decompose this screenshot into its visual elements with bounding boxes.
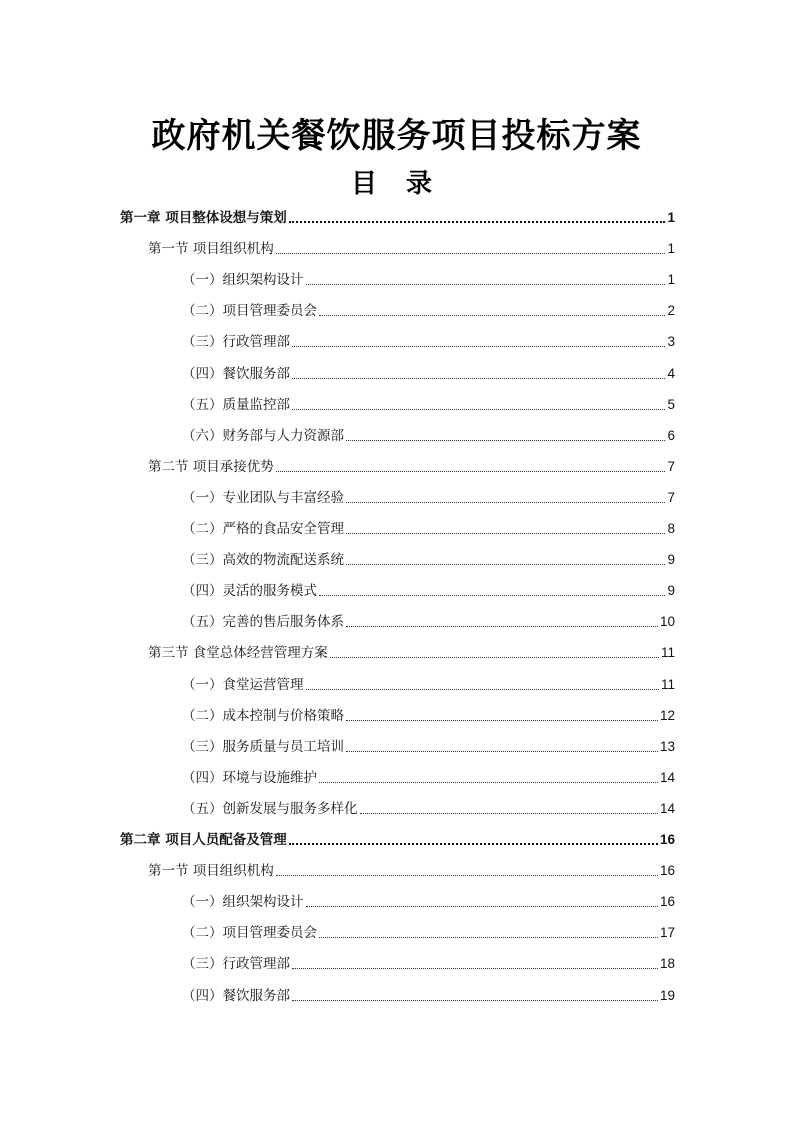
- toc-entry-page-number: 4: [667, 365, 675, 381]
- toc-entry[interactable]: [182, 667, 675, 698]
- toc-entry-page-number: 14: [659, 800, 675, 816]
- toc-entry-page-number: 9: [667, 552, 675, 568]
- toc-dot-leader: [292, 346, 665, 347]
- toc-dot-leader: [306, 284, 666, 285]
- toc-dot-leader: [292, 1000, 658, 1001]
- toc-entry-title: （二）成本控制与价格策略: [182, 707, 344, 724]
- toc-dot-leader: [289, 221, 666, 223]
- toc-entry-title: （四）餐饮服务部: [182, 365, 290, 382]
- toc-entry[interactable]: [182, 542, 675, 573]
- toc-entry[interactable]: [182, 356, 675, 387]
- toc-dot-leader: [306, 689, 659, 690]
- toc-entry-page-number: 11: [660, 645, 675, 661]
- toc-entry-title: 第一章 项目整体设想与策划: [120, 210, 287, 226]
- toc-entry[interactable]: [182, 791, 675, 822]
- toc-entry-title: （二）严格的食品安全管理: [182, 521, 344, 537]
- toc-dot-leader: [330, 657, 659, 658]
- toc-entry[interactable]: [148, 449, 675, 480]
- toc-entry[interactable]: [120, 822, 675, 853]
- toc-heading: 目 录: [350, 169, 443, 199]
- toc-entry[interactable]: [182, 387, 675, 418]
- toc-entry[interactable]: [182, 729, 675, 760]
- toc-entry-page-number: 1: [667, 241, 675, 257]
- toc-entry[interactable]: [182, 324, 675, 355]
- toc-entry[interactable]: [182, 418, 675, 449]
- toc-dot-leader: [319, 782, 658, 783]
- toc-entry-title: （一）组织架构设计: [182, 894, 304, 911]
- toc-dot-leader: [319, 937, 658, 938]
- toc-dot-leader: [276, 471, 666, 472]
- toc-entry-page-number: 1: [667, 272, 675, 288]
- toc-dot-leader: [289, 843, 658, 845]
- toc-entry-title: （一）专业团队与丰富经验: [182, 489, 344, 506]
- toc-entry-title: 第二节 项目承接优势: [148, 458, 274, 475]
- toc-dot-leader: [346, 626, 658, 627]
- toc-entry[interactable]: [148, 635, 675, 666]
- toc-entry[interactable]: [148, 231, 675, 262]
- toc-entry-title: 第二章 项目人员配备及管理: [120, 832, 287, 848]
- toc-entry-page-number: 18: [659, 956, 675, 972]
- toc-entry-title: （三）高效的物流配送系统: [182, 552, 344, 569]
- toc-dot-leader: [346, 533, 665, 534]
- toc-dot-leader: [276, 253, 666, 254]
- toc-dot-leader: [292, 378, 665, 379]
- toc-entry-page-number: 19: [659, 987, 675, 1003]
- toc-dot-leader: [360, 813, 658, 814]
- toc-dot-leader: [319, 315, 665, 316]
- toc-entry-page-number: 1: [667, 210, 675, 225]
- toc-entry-title: 第三节 食堂总体经营管理方案: [148, 645, 328, 662]
- toc-entry[interactable]: [182, 698, 675, 729]
- toc-entry[interactable]: [182, 573, 675, 604]
- toc-dot-leader: [276, 875, 658, 876]
- toc-entry-page-number: 7: [667, 458, 675, 474]
- toc-entry-title: （四）环境与设施维护: [182, 769, 317, 786]
- toc-entry-title: （五）创新发展与服务多样化: [182, 800, 358, 817]
- toc-entry[interactable]: [182, 978, 675, 1009]
- toc-dot-leader: [319, 595, 665, 596]
- toc-entry-page-number: 16: [659, 894, 675, 910]
- toc-entry[interactable]: [182, 604, 675, 635]
- toc-dot-leader: [346, 720, 658, 721]
- toc-entry[interactable]: [182, 480, 675, 511]
- toc-entry-title: （二）项目管理委员会: [182, 303, 317, 320]
- toc-entry-page-number: 3: [667, 334, 675, 350]
- document-title: 政府机关餐饮服务项目投标方案: [151, 116, 642, 156]
- toc-entry-title: （二）项目管理委员会: [182, 925, 317, 942]
- toc-entry-page-number: 2: [667, 303, 675, 319]
- toc-entry-title: （五）质量监控部: [182, 396, 290, 413]
- toc-entry-title: （四）餐饮服务部: [182, 987, 290, 1004]
- toc-entry-page-number: 6: [667, 427, 675, 443]
- toc-entry-title: （六）财务部与人力资源部: [182, 427, 344, 444]
- toc-entry-title: （五）完善的售后服务体系: [182, 614, 344, 631]
- toc-dot-leader: [306, 906, 658, 907]
- toc-entry-page-number: 7: [667, 489, 675, 505]
- toc-entry[interactable]: [148, 853, 675, 884]
- toc-entry-page-number: 11: [660, 676, 675, 692]
- toc-entry-title: 第一节 项目组织机构: [148, 241, 274, 258]
- toc-entry-title: （一）食堂运营管理: [182, 676, 304, 693]
- toc-entry[interactable]: [182, 915, 675, 946]
- toc-entry-title: （四）灵活的服务模式: [182, 583, 317, 600]
- toc-entry-title: （三）行政管理部: [182, 334, 290, 351]
- toc-entry-title: （一）组织架构设计: [182, 272, 304, 289]
- toc-entry-page-number: 16: [659, 863, 675, 879]
- toc-entry-page-number: 17: [659, 925, 675, 941]
- toc-entry-page-number: 5: [667, 396, 675, 412]
- toc-entry-title: （三）服务质量与员工培训: [182, 738, 344, 755]
- toc-entry[interactable]: [182, 760, 675, 791]
- toc-entry[interactable]: [182, 946, 675, 977]
- toc-dot-leader: [346, 502, 665, 503]
- toc-dot-leader: [292, 968, 658, 969]
- toc-entry-page-number: 16: [659, 832, 675, 847]
- toc-entry-page-number: 10: [659, 614, 675, 630]
- toc-entry[interactable]: [182, 511, 675, 542]
- toc-entry[interactable]: [182, 884, 675, 915]
- toc-entry[interactable]: [182, 262, 675, 293]
- toc-dot-leader: [292, 409, 665, 410]
- toc-dot-leader: [346, 564, 665, 565]
- toc-entry-title: 第一节 项目组织机构: [148, 863, 274, 880]
- toc-entry[interactable]: [182, 293, 675, 324]
- toc-entry-page-number: 12: [659, 707, 675, 723]
- toc-entry[interactable]: [120, 200, 675, 231]
- toc-dot-leader: [346, 751, 658, 752]
- toc-entry-page-number: 9: [667, 583, 675, 599]
- toc-dot-leader: [346, 440, 665, 441]
- toc-entry-page-number: 8: [667, 521, 675, 536]
- toc-entry-page-number: 13: [659, 738, 675, 754]
- toc-entry-page-number: 14: [659, 769, 675, 785]
- toc-entry-title: （三）行政管理部: [182, 956, 290, 973]
